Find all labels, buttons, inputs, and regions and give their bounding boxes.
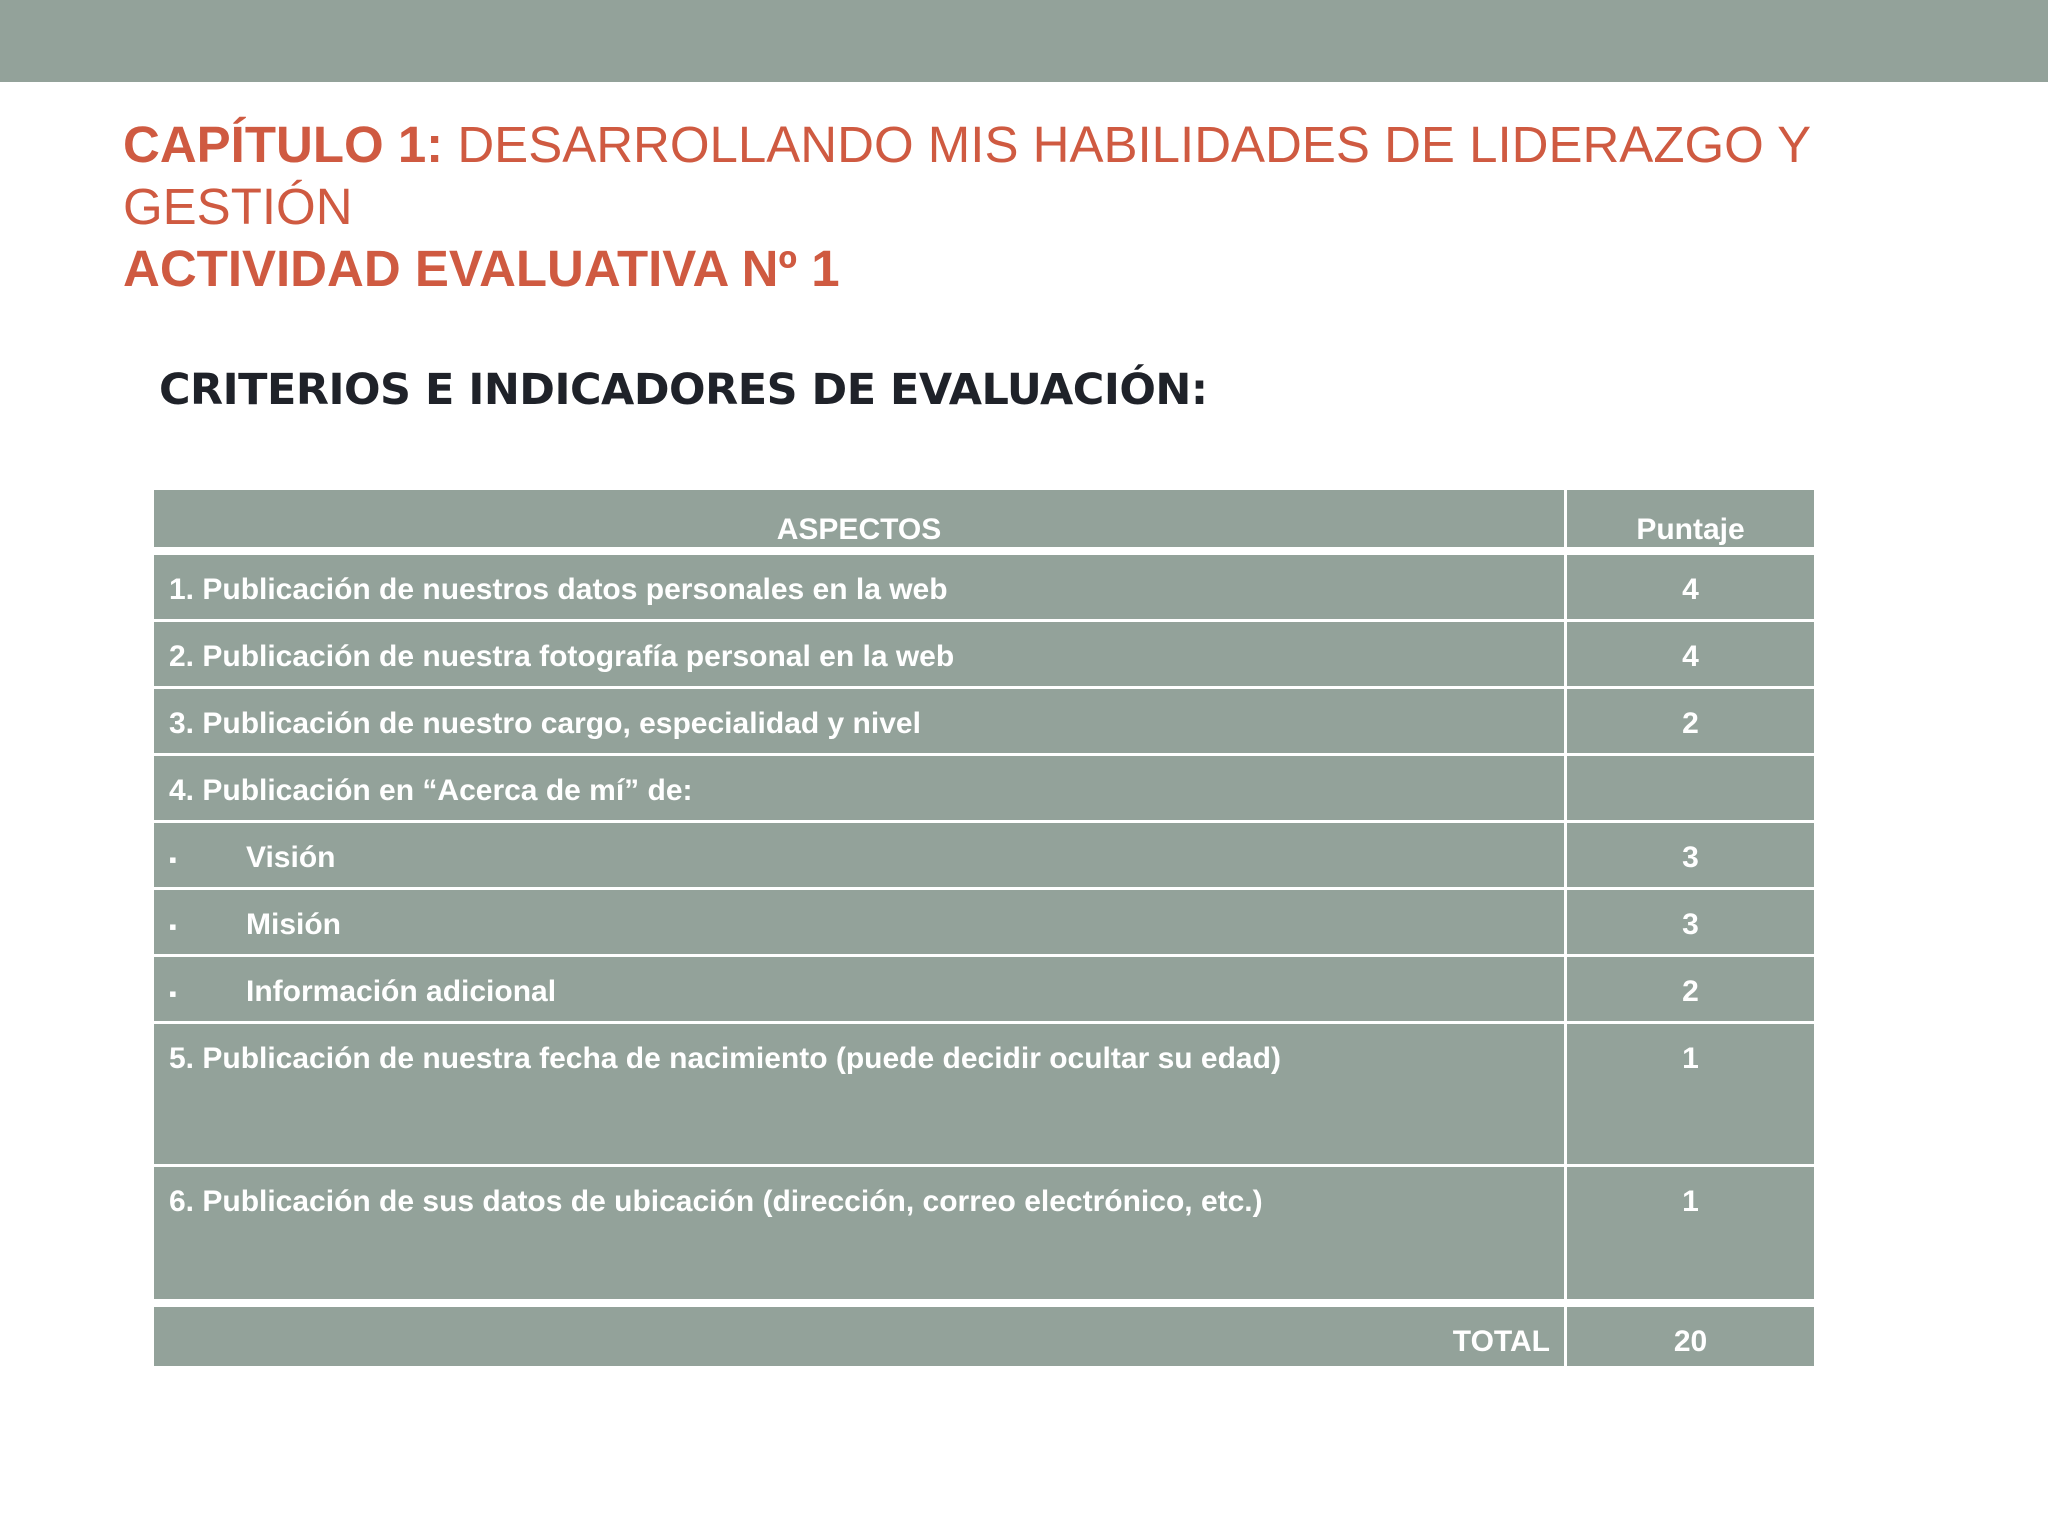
aspect-text: 5. Publicación de nuestra fecha de nacimiento (puede decidir ocultar su edad): [169, 1042, 1281, 1075]
bullet-icon: ▪: [169, 981, 177, 1006]
total-label: TOTAL: [154, 1307, 1567, 1369]
aspect-cell: [154, 756, 1567, 823]
aspect-text: Misión: [246, 908, 341, 941]
table-row: [154, 957, 1814, 1024]
aspect-cell: [154, 1024, 1567, 1167]
score-cell: 2: [1567, 689, 1814, 756]
table-row: [154, 689, 1814, 756]
score-cell: 1: [1567, 1167, 1814, 1307]
table-row: [154, 756, 1814, 823]
table-row: [154, 1167, 1814, 1307]
chapter-text: DESARROLLANDO MIS HABILIDADES DE LIDERAZGO Y GESTIÓN: [123, 116, 1811, 235]
score-cell: 1: [1567, 1024, 1814, 1167]
table-row: [154, 890, 1814, 957]
table-total-row: [154, 1307, 1814, 1369]
table-row: [154, 823, 1814, 890]
slide-title: [123, 114, 1923, 300]
score-cell: 3: [1567, 823, 1814, 890]
aspect-text: 3. Publicación de nuestro cargo, especialidad y nivel: [169, 707, 921, 740]
table-row: [154, 555, 1814, 622]
top-bar: [0, 0, 2048, 82]
criteria-table: [154, 490, 1814, 1369]
aspect-cell: [154, 1167, 1567, 1307]
score-cell: 4: [1567, 622, 1814, 689]
aspect-text: 4. Publicación en “Acerca de mí” de:: [169, 774, 693, 807]
header-aspects: ASPECTOS: [154, 490, 1567, 555]
aspect-text: Información adicional: [246, 975, 557, 1008]
aspect-cell: [154, 823, 1567, 890]
score-cell: 4: [1567, 555, 1814, 622]
aspect-cell: [154, 555, 1567, 622]
bullet-icon: ▪: [169, 847, 177, 872]
aspect-text: Visión: [246, 841, 336, 874]
aspect-cell: [154, 689, 1567, 756]
bullet-icon: ▪: [169, 914, 177, 939]
aspect-text: 6. Publicación de sus datos de ubicación (dirección, correo electrónico, etc.): [169, 1185, 1263, 1218]
section-heading: CRITERIOS E INDICADORES DE EVALUACIÓN:: [159, 365, 1208, 415]
criteria-table-wrap: [154, 490, 1814, 1369]
aspect-cell: [154, 622, 1567, 689]
table-row: [154, 1024, 1814, 1167]
table-row: [154, 622, 1814, 689]
activity-title: ACTIVIDAD EVALUATIVA Nº 1: [123, 240, 840, 297]
aspect-text: 2. Publicación de nuestra fotografía personal en la web: [169, 640, 955, 673]
score-cell: 2: [1567, 957, 1814, 1024]
chapter-label: CAPÍTULO 1:: [123, 116, 444, 173]
aspect-cell: [154, 957, 1567, 1024]
score-cell: [1567, 756, 1814, 823]
chapter-title: [123, 114, 1923, 238]
aspect-cell: [154, 890, 1567, 957]
aspect-text: 1. Publicación de nuestros datos personales en la web: [169, 573, 948, 606]
header-score: Puntaje: [1567, 490, 1814, 555]
score-cell: 3: [1567, 890, 1814, 957]
total-score: 20: [1567, 1307, 1814, 1369]
table-header-row: [154, 490, 1814, 555]
